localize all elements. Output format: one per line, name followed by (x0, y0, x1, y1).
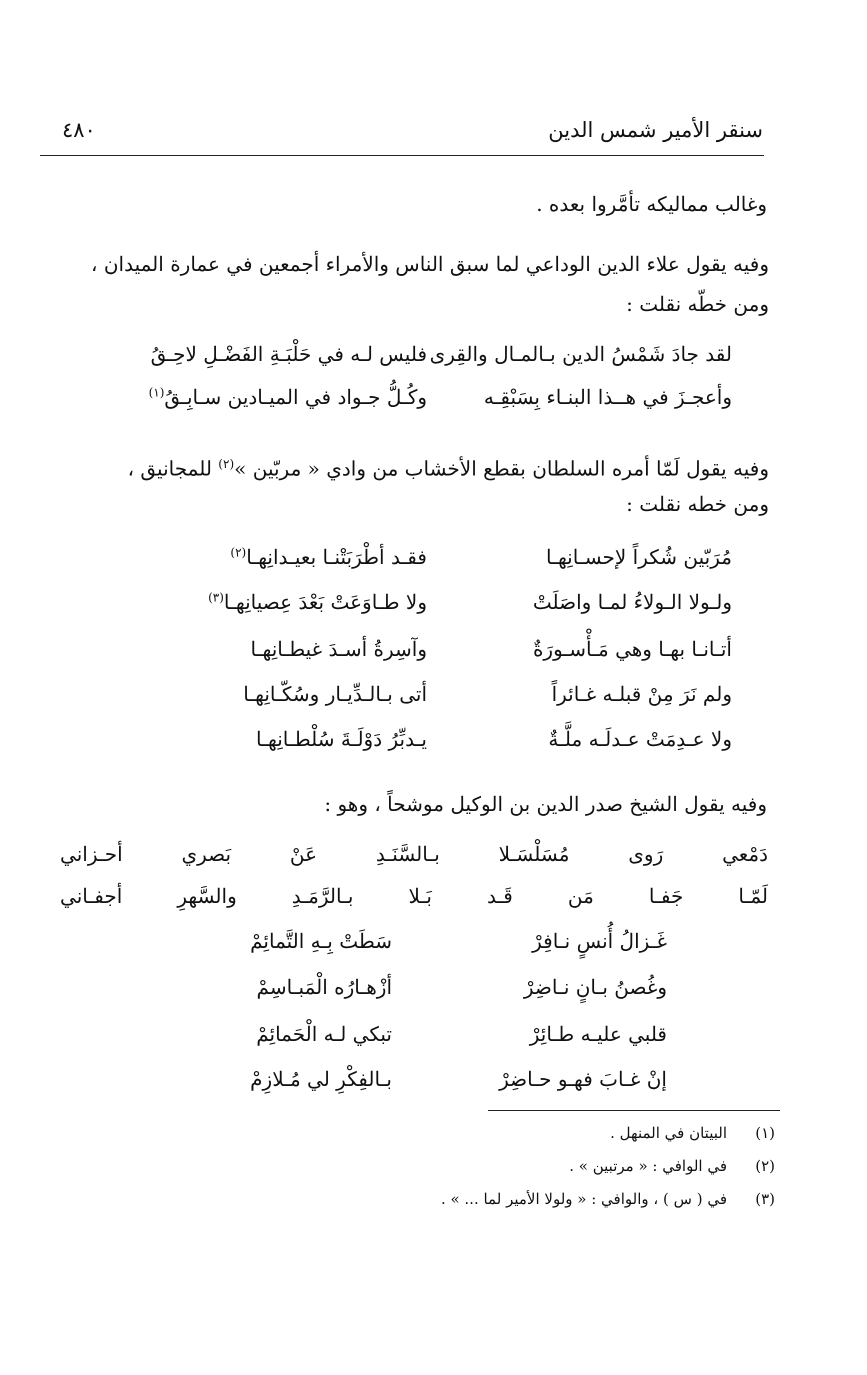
footnote-2 (569, 1157, 775, 1175)
poem-2-line-2-first-hemistich: ولـولا الـولاءُ لمـا واصَلَتْ (532, 590, 732, 614)
footnote-rule (488, 1110, 780, 1111)
poem-2-line-3-second-hemistich: وآسِرةُ أسـدَ غيطـانِهـا (250, 637, 427, 661)
muwashshah-word: والسَّهرِ (177, 884, 237, 908)
poem-2-line-5-first-hemistich: ولا عـدِمَتْ عـدلَـه ملَّـةٌ (548, 727, 732, 751)
muwashshah-word: جَفـا (648, 884, 684, 908)
stanza-line-2-second-part: أزْهـارُه الْمَبـاسِمْ (256, 975, 392, 999)
muwashshah-word: عَنْ (289, 842, 318, 866)
footnote-marker: (٣) (208, 590, 224, 605)
footnote-number: (٢) (755, 1157, 775, 1175)
poem-1-line-1-second-hemistich: فليس لـه في حَلْبَـةِ الفَضْـلِ لاحِـقُ (150, 342, 427, 366)
muwashshah-line-1 (60, 842, 768, 866)
paragraph-3-text-b: للمجانيق ، (127, 456, 219, 481)
poem-2-line-4-second-hemistich: أتى بـالـدِّيـار وسُكّـانِهـا (243, 682, 427, 706)
footnote-marker: (٢) (230, 545, 247, 560)
muwashshah-word: أحـزاني (60, 842, 123, 866)
muwashshah-word: بـالرَّمَـدِ (291, 884, 354, 908)
muwashshah-word: أجفـاني (60, 884, 123, 908)
stanza-line-1-first-part: غَـزالُ أُنسٍ نـافِرْ (532, 929, 667, 953)
hemistich-text: ولا طـاوَعَتْ بَعْدَ عِصيانِهـا (223, 590, 427, 614)
poem-2-line-4-first-hemistich: ولم نَرَ مِنْ قبلـه غـائراً (551, 682, 732, 706)
poem-1-line-2-second-hemistich (149, 385, 427, 409)
poem-2-line-5-second-hemistich: يـدبِّرُ دَوْلَـةَ سُلْطـانِهـا (256, 727, 427, 751)
footnote-text: البيتان في المنهل . (610, 1124, 727, 1142)
stanza-line-1-second-part: سَطَتْ بِـهِ التَّمائِمْ (250, 929, 392, 953)
paragraph-3-text-a: وفيه يقول لَمّا أمره السلطان بقطع الأخشاب من وادي « مربّين » (234, 456, 769, 481)
footnote-marker: (١) (148, 385, 165, 400)
paragraph-2-line-2: ومن خطّه نقلت : (626, 292, 769, 316)
stanza-line-3-second-part: تبكي لـه الْحَمائِمْ (256, 1022, 392, 1046)
poem-2-line-1-first-hemistich: مُرَبّين شُكراً لإحسـانِهـا (546, 545, 732, 569)
muwashshah-word: دَمْعي (722, 842, 768, 866)
poem-1-line-1-first-hemistich: لقد جادَ شَمْسُ الدين بـالمـال والقِرى (429, 342, 732, 366)
muwashshah-word: بـالسَّنَـدِ (375, 842, 440, 866)
footnote-text: في الوافي : « مرتبين » . (569, 1157, 727, 1175)
running-header-title: سنقر الأمير شمس الدين (548, 118, 763, 142)
stanza-line-3-first-part: قلبي عليـه طـائِرْ (529, 1022, 667, 1046)
muwashshah-word: مَن (567, 884, 594, 908)
paragraph-3-line-1 (128, 446, 769, 487)
muwashshah-word: رَوى (628, 842, 664, 866)
footnote-marker: (٢) (218, 457, 235, 471)
footnote-3 (441, 1190, 775, 1208)
muwashshah-line-2 (60, 884, 768, 908)
stanza-line-4-second-part: بـالفِكْرِ لي مُـلازِمْ (250, 1067, 392, 1091)
poem-1-line-2-first-hemistich: وأعجـزَ في هــذا البنـاء بِسَبْقِـه (483, 385, 732, 409)
muwashshah-word: لَمّـا (738, 884, 768, 908)
footnote-number: (١) (755, 1124, 775, 1142)
footnote-text: في ( س ) ، والوافي : « ولولا الأمير لما ... » . (440, 1190, 727, 1208)
header-rule (40, 155, 764, 156)
paragraph-4: وفيه يقول الشيخ صدر الدين بن الوكيل موشحاً ، وهو : (324, 792, 767, 816)
muwashshah-word: مُسَلْسَـلا (498, 842, 570, 866)
stanza-line-2-first-part: وغُصنُ بـانٍ نـاضِرْ (523, 975, 667, 999)
paragraph-1: وغالب مماليكه تأمَّروا بعده . (536, 192, 767, 216)
paragraph-3-line-2: ومن خطه نقلت : (626, 492, 769, 516)
hemistich-text: وكُـلُّ جـواد في الميـادين سـابِـقُ (164, 385, 427, 409)
stanza-line-4-first-part: إنْ غـابَ فهـو حـاضِرْ (499, 1067, 667, 1091)
poem-2-line-3-first-hemistich: أتـانـا بهـا وهي مَـأْسـورَةٌ (532, 637, 732, 661)
poem-2-line-1-second-hemistich (230, 545, 427, 569)
hemistich-text: فقـد أطْرَبَتْنـا بعيـدانِهـا (246, 545, 427, 569)
footnote-number: (٣) (755, 1190, 775, 1208)
footnote-1 (610, 1124, 775, 1142)
muwashshah-word: بَـلا (408, 884, 432, 908)
muwashshah-word: بَصري (181, 842, 232, 866)
page-number: ٤٨٠ (62, 118, 96, 142)
poem-2-line-2-second-hemistich (208, 590, 427, 614)
paragraph-2-line-1: وفيه يقول علاء الدين الوداعي لما سبق الناس والأمراء أجمعين في عمارة الميدان ، (91, 252, 769, 276)
muwashshah-word: قَـد (486, 884, 513, 908)
